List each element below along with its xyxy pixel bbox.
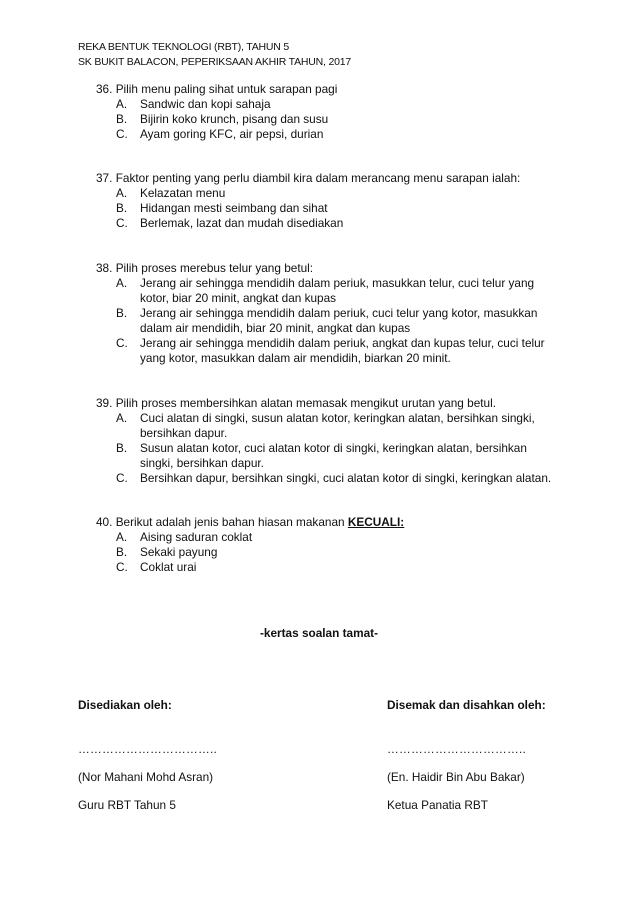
question-36 bbox=[96, 82, 560, 142]
question-37 bbox=[96, 171, 560, 231]
option-text: Ayam goring KFC, air pepsi, durian bbox=[140, 127, 324, 141]
option-text: Berlemak, lazat dan mudah disediakan bbox=[140, 216, 344, 230]
option-text: Kelazatan menu bbox=[140, 186, 226, 200]
option-text: Jerang air sehingga mendidih dalam periuk, angkat dan kupas telur, cuci telur yang kotor, masukkan dalam air mendidih, biarkan 20 minit. bbox=[140, 336, 545, 365]
question-39 bbox=[96, 396, 560, 486]
option-text: Bijirin koko krunch, pisang dan susu bbox=[140, 112, 329, 126]
option-c bbox=[116, 560, 560, 575]
option-letter: C. bbox=[116, 336, 128, 350]
end-of-paper-text: -kertas soalan tamat- bbox=[259, 626, 378, 640]
option-c bbox=[116, 216, 560, 231]
option-letter: C. bbox=[116, 471, 128, 485]
question-text: Pilih proses membersihkan alatan memasak mengikut urutan yang betul. bbox=[115, 396, 497, 410]
signature-name: (En. Haidir Bin Abu Bakar) bbox=[387, 770, 525, 784]
option-text: Hidangan mesti seimbang dan sihat bbox=[140, 201, 328, 215]
signature-position: Guru RBT Tahun 5 bbox=[78, 798, 176, 812]
option-text: Coklat urai bbox=[140, 560, 197, 574]
question-text: Pilih menu paling sihat untuk sarapan pagi bbox=[115, 82, 338, 96]
question-40 bbox=[96, 515, 560, 575]
signature-right bbox=[387, 698, 546, 813]
signature-line: …………………………….. bbox=[387, 742, 526, 756]
option-letter: B. bbox=[116, 201, 128, 215]
option-text: Aising saduran coklat bbox=[140, 530, 253, 544]
option-letter: B. bbox=[116, 545, 128, 559]
option-letter: A. bbox=[116, 97, 128, 111]
option-text: Cuci alatan di singki, susun alatan kotor, keringkan alatan, bersihkan singki, bersihkan dapur. bbox=[140, 411, 535, 440]
signature-left bbox=[78, 698, 217, 813]
signature-position: Ketua Panatia RBT bbox=[387, 798, 488, 812]
header-subject: REKA BENTUK TEKNOLOGI (RBT), TAHUN 5 bbox=[78, 41, 290, 53]
option-c bbox=[116, 127, 560, 142]
option-a bbox=[116, 530, 560, 545]
question-text: Pilih proses merebus telur yang betul: bbox=[115, 261, 314, 275]
option-letter: A. bbox=[116, 530, 128, 544]
option-b bbox=[116, 441, 560, 471]
option-c bbox=[116, 336, 560, 366]
option-b bbox=[116, 112, 560, 127]
option-text: Sekaki payung bbox=[140, 545, 218, 559]
question-number: 36. bbox=[96, 82, 113, 96]
option-letter: C. bbox=[116, 127, 128, 141]
option-letter: A. bbox=[116, 276, 128, 290]
option-letter: C. bbox=[116, 560, 128, 574]
option-letter: B. bbox=[116, 306, 128, 320]
question-number: 39. bbox=[96, 396, 113, 410]
option-a bbox=[116, 186, 560, 201]
question-text: Berikut adalah jenis bahan hiasan makanan bbox=[115, 515, 345, 529]
signature-name: (Nor Mahani Mohd Asran) bbox=[78, 770, 214, 784]
option-a bbox=[116, 97, 560, 112]
question-text: Faktor penting yang perlu diambil kira dalam merancang menu sarapan ialah: bbox=[115, 171, 521, 185]
option-b bbox=[116, 306, 560, 336]
question-number: 37. bbox=[96, 171, 113, 185]
option-text: Jerang air sehingga mendidih dalam periuk, cuci telur yang kotor, masukkan dalam air mendidih, biar 20 minit, angkat dan kupas bbox=[140, 306, 538, 335]
question-38 bbox=[96, 261, 560, 366]
option-a bbox=[116, 411, 560, 441]
option-b bbox=[116, 201, 560, 216]
option-b bbox=[116, 545, 560, 560]
option-letter: B. bbox=[116, 441, 128, 455]
option-letter: A. bbox=[116, 411, 128, 425]
signature-role: Disediakan oleh: bbox=[78, 698, 172, 712]
option-text: Bersihkan dapur, bersihkan singki, cuci alatan kotor di singki, keringkan alatan. bbox=[140, 471, 552, 485]
option-text: Sandwic dan kopi sahaja bbox=[140, 97, 271, 111]
option-letter: A. bbox=[116, 186, 128, 200]
option-letter: C. bbox=[116, 216, 128, 230]
question-number: 40. bbox=[96, 515, 113, 529]
signature-role: Disemak dan disahkan oleh: bbox=[387, 698, 546, 712]
option-text: Jerang air sehingga mendidih dalam periuk, masukkan telur, cuci telur yang kotor, biar 20 minit, angkat dan kupas bbox=[140, 276, 535, 305]
option-text: Susun alatan kotor, cuci alatan kotor di singki, keringkan alatan, bersihkan singki, bersihkan dapur. bbox=[140, 441, 527, 470]
question-number: 38. bbox=[96, 261, 113, 275]
document-header bbox=[78, 40, 351, 70]
header-school: SK BUKIT BALACON, PEPERIKSAAN AKHIR TAHUN, 2017 bbox=[78, 56, 352, 68]
option-letter: B. bbox=[116, 112, 128, 126]
option-c bbox=[116, 471, 560, 486]
question-emphasis: KECUALI: bbox=[347, 515, 405, 529]
signature-line: …………………………….. bbox=[78, 742, 217, 756]
option-a bbox=[116, 276, 560, 306]
